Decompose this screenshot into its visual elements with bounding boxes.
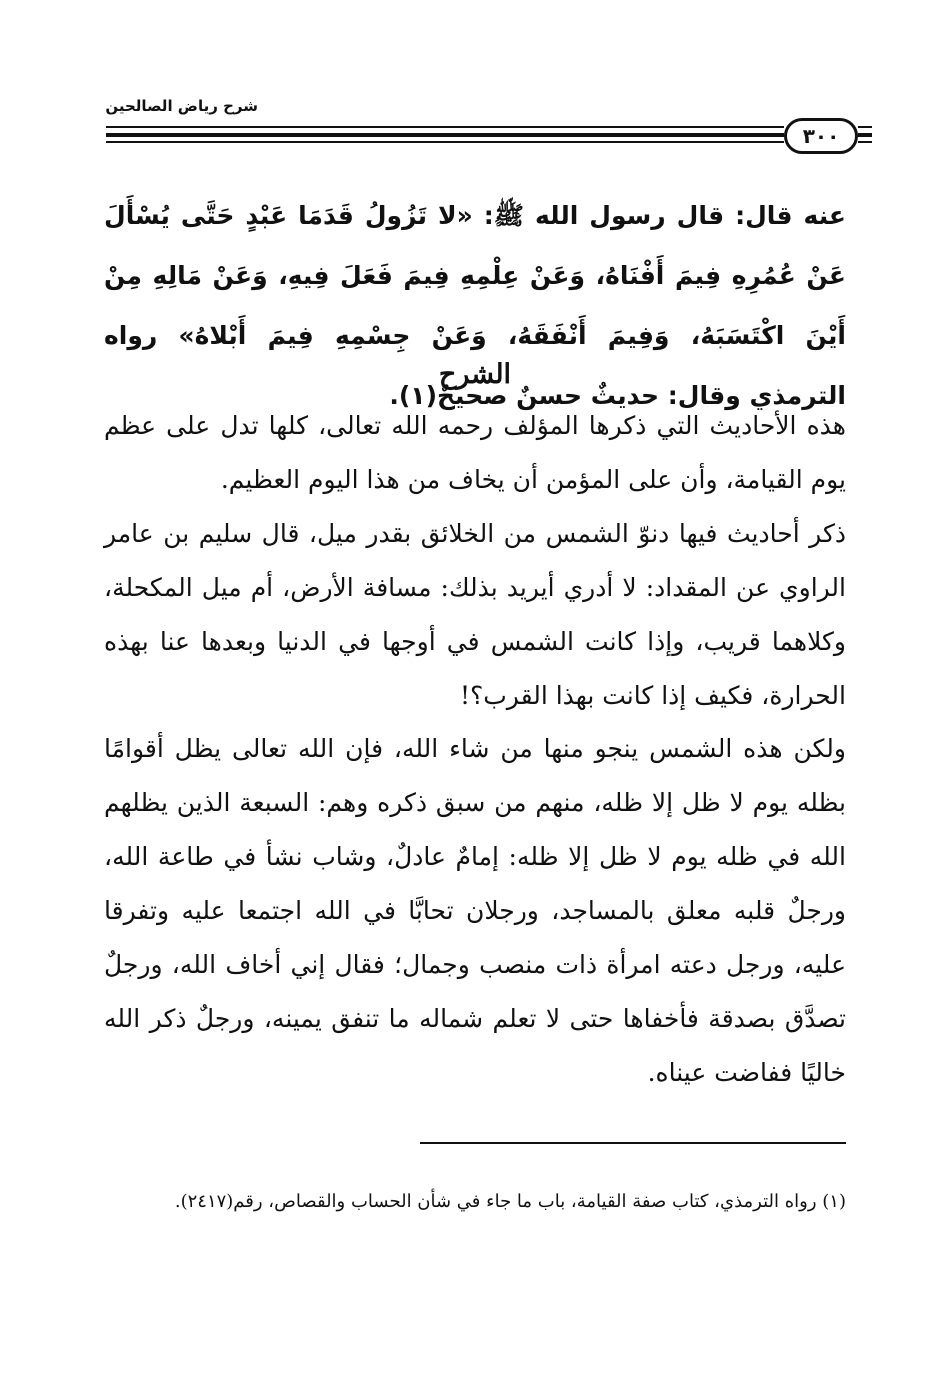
header-rule-stub-top	[858, 126, 872, 128]
footnote-separator	[420, 1142, 846, 1144]
footnote-text: (١) رواه الترمذي، كتاب صفة القيامة، باب ما جاء في شأن الحساب والقصاص، رقم(٢٤١٧).	[174, 1191, 846, 1212]
commentary-paragraph-1: هذه الأحاديث التي ذكرها المؤلف رحمه الله تعالى، كلها تدل على عظم يوم القيامة، وأن على المؤمن أن يخاف من هذا اليوم العظيم.	[104, 411, 846, 494]
running-header-title: شرح رياض الصالحين	[105, 97, 258, 115]
section-heading: الشرح	[438, 359, 512, 390]
commentary-paragraph-3: ولكن هذه الشمس ينجو منها من شاء الله، فإن الله تعالى يظل أقوامًا بظله يوم لا ظل إلا ظله، منهم من سبق ذكره وهم: السبعة الذين يظلهم الله في ظله يوم لا ظل إلا ظله: إمامٌ عادلٌ، وشاب نشأ في طاعة الله، ورجلٌ قلبه معلق بالمساجد، ورجلان تحابَّا في الله اجتمعا عليه وتفرقا عليه، ورجل دعته امرأة ذات منصب وجمال؛ فقال إني أخاف الله، ورجلٌ تصدَّق بصدقة فأخفاها حتى لا تعلم شماله ما تنفق يمينه، ورجلٌ ذكر الله خاليًا ففاضت عيناه.	[104, 734, 846, 1087]
hadith-text: عنه قال: قال رسول الله ﷺ: «لا تَزُولُ قَدَمَا عَبْدٍ حَتَّى يُسْأَلَ عَنْ عُمُرِهِ فِيمَ أَفْنَاهُ، وَعَنْ عِلْمِهِ فِيمَ فَعَلَ فِيهِ، وَعَنْ مَالِهِ مِنْ أَيْنَ اكْتَسَبَهُ، وَفِيمَ أَنْفَقَهُ، وَعَنْ جِسْمِهِ فِيمَ أَبْلاهُ» رواه الترمذي وقال: حديثٌ حسنٌ صحيحٌ(١).	[104, 201, 846, 410]
header-rule-line-bottom	[106, 141, 784, 143]
page-number: ٣٠٠	[802, 124, 840, 148]
header-rule-line-middle	[106, 133, 784, 137]
page-number-badge	[784, 118, 858, 154]
header-rule-stub-bottom	[858, 141, 872, 143]
header-rule-line-top	[106, 126, 784, 128]
header-rule-stub-middle	[858, 133, 872, 137]
commentary-paragraph-2: ذكر أحاديث فيها دنوّ الشمس من الخلائق بقدر ميل، قال سليم بن عامر الراوي عن المقداد: لا أدري أيريد بذلك: مسافة الأرض، أم ميل المكحلة، وكلاهما قريب، وإذا كانت الشمس في أوجها في الدنيا وبعدها عنا بهذه الحرارة، فكيف إذا كانت بهذا القرب؟!	[104, 519, 846, 710]
